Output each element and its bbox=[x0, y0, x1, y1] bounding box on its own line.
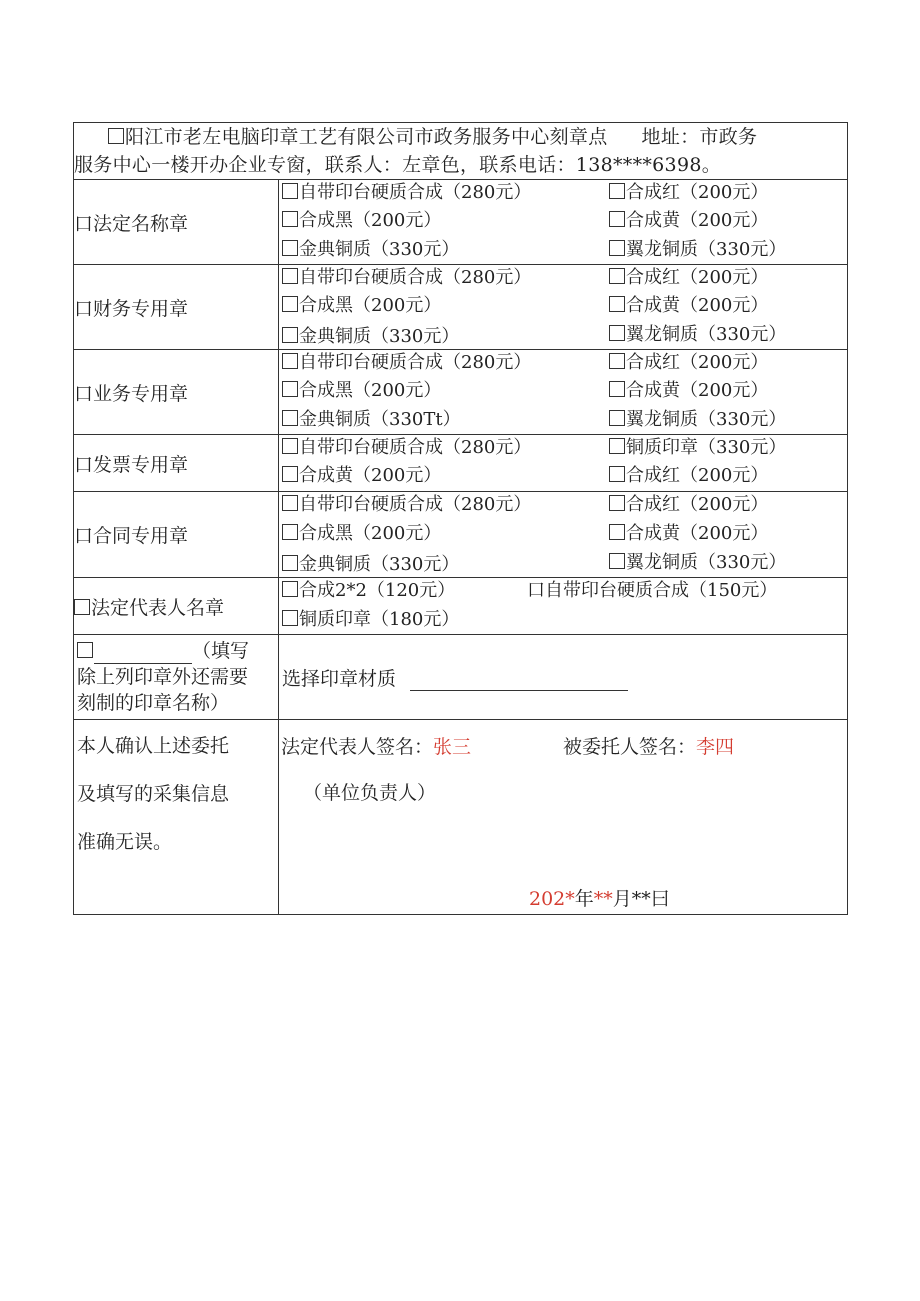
custom-seal-label: （填写 除上列印章外还需要 刻制的印章名称） bbox=[74, 635, 279, 720]
checkbox[interactable] bbox=[282, 410, 298, 426]
options-cell bbox=[279, 435, 848, 492]
option[interactable]: 自带印台硬质合成（280元） bbox=[282, 265, 531, 291]
checkbox[interactable] bbox=[609, 438, 625, 454]
option[interactable]: 铜质印章（180元） bbox=[282, 607, 459, 633]
option[interactable]: 合成黑（200元） bbox=[282, 293, 441, 319]
checkbox[interactable] bbox=[609, 183, 625, 199]
option[interactable]: 合成黄（200元） bbox=[282, 463, 441, 489]
checkbox[interactable] bbox=[282, 581, 298, 597]
checkbox[interactable] bbox=[609, 240, 625, 256]
checkbox[interactable] bbox=[609, 553, 625, 569]
checkbox[interactable] bbox=[609, 296, 625, 312]
checkbox[interactable] bbox=[282, 438, 298, 454]
seal-row-contract bbox=[74, 492, 848, 578]
address-label: 地址：市政务 bbox=[641, 126, 758, 148]
options-cell bbox=[279, 492, 848, 578]
signature-cell bbox=[279, 720, 848, 915]
checkbox[interactable] bbox=[609, 211, 625, 227]
material-label: 选择印章材质 bbox=[282, 667, 397, 690]
checkbox[interactable] bbox=[282, 555, 298, 571]
checkbox[interactable] bbox=[609, 325, 625, 341]
checkbox[interactable] bbox=[609, 495, 625, 511]
material-input[interactable] bbox=[410, 690, 628, 691]
options-cell bbox=[279, 180, 848, 265]
seal-type-label[interactable]: 法定代表人名章 bbox=[74, 578, 279, 635]
header-cell bbox=[74, 123, 848, 180]
checkbox[interactable] bbox=[282, 495, 298, 511]
option[interactable]: 自带印台硬质合成（280元） bbox=[282, 435, 531, 461]
options-cell bbox=[279, 578, 848, 635]
option[interactable]: 翼龙铜质（330元） bbox=[609, 237, 786, 263]
seal-row-legal-name bbox=[74, 180, 848, 265]
material-cell bbox=[279, 635, 848, 720]
options-cell bbox=[279, 350, 848, 435]
option[interactable]: 口自带印台硬质合成（150元） bbox=[527, 580, 778, 601]
option[interactable]: 合成黑（200元） bbox=[282, 521, 441, 547]
checkbox[interactable] bbox=[282, 268, 298, 284]
checkbox[interactable] bbox=[609, 353, 625, 369]
seal-row-finance bbox=[74, 265, 848, 350]
header-row bbox=[74, 123, 848, 180]
seal-row-legal-rep bbox=[74, 578, 848, 635]
checkbox[interactable] bbox=[282, 296, 298, 312]
checkbox[interactable] bbox=[282, 381, 298, 397]
checkbox[interactable] bbox=[282, 353, 298, 369]
agent-signature[interactable]: 被委托人签名：李四 bbox=[563, 736, 735, 758]
seal-row-invoice bbox=[74, 435, 848, 492]
option[interactable]: 合成黑（200元） bbox=[282, 208, 441, 234]
signing-date[interactable]: 202*年**月**曰 bbox=[529, 888, 670, 910]
option[interactable]: 合成红（200元） bbox=[609, 350, 768, 376]
option[interactable]: 自带印台硬质合成（280元） bbox=[282, 180, 531, 206]
custom-seal-row bbox=[74, 635, 848, 720]
option[interactable]: 合成红（200元） bbox=[609, 463, 768, 489]
option[interactable]: 合成黄（200元） bbox=[609, 293, 768, 319]
seal-type-label[interactable]: 口业务专用章 bbox=[74, 350, 279, 435]
checkbox[interactable] bbox=[282, 327, 298, 343]
checkbox[interactable] bbox=[609, 524, 625, 540]
option[interactable]: 合成2*2（120元） bbox=[282, 578, 455, 604]
option[interactable]: 合成黄（200元） bbox=[609, 208, 768, 234]
option[interactable]: 合成红（200元） bbox=[609, 180, 768, 206]
option[interactable]: 金典铜质（330元） bbox=[282, 324, 459, 350]
option[interactable]: 金典铜质（330元） bbox=[282, 552, 459, 578]
option[interactable]: 翼龙铜质（330元） bbox=[609, 322, 786, 348]
option[interactable]: 合成红（200元） bbox=[609, 492, 768, 518]
seal-type-label[interactable]: 口法定名称章 bbox=[74, 180, 279, 265]
checkbox[interactable] bbox=[609, 268, 625, 284]
checkbox[interactable] bbox=[282, 466, 298, 482]
unit-note: （单位负责人） bbox=[303, 782, 437, 804]
option[interactable]: 金典铜质（330Tt） bbox=[282, 407, 461, 433]
option[interactable]: 自带印台硬质合成（280元） bbox=[282, 350, 531, 376]
option[interactable]: 合成黄（200元） bbox=[609, 521, 768, 547]
option[interactable]: 合成红（200元） bbox=[609, 265, 768, 291]
contact-line: 服务中心一楼开办企业专窗，联系人：左章色，联系电话：138****6398。 bbox=[74, 154, 722, 176]
custom-seal-name-input[interactable] bbox=[94, 663, 192, 664]
checkbox[interactable] bbox=[74, 599, 90, 615]
confirmation-statement: 本人确认上述委托 及填写的采集信息 准确无误。 bbox=[74, 720, 279, 915]
checkbox[interactable] bbox=[609, 410, 625, 426]
options-cell bbox=[279, 265, 848, 350]
option[interactable]: 翼龙铜质（330元） bbox=[609, 407, 786, 433]
seal-order-form bbox=[73, 122, 848, 915]
checkbox[interactable] bbox=[609, 466, 625, 482]
checkbox[interactable] bbox=[282, 524, 298, 540]
checkbox[interactable] bbox=[282, 211, 298, 227]
confirmation-row bbox=[74, 720, 848, 915]
option[interactable]: 铜质印章（330元） bbox=[609, 435, 786, 461]
checkbox[interactable] bbox=[282, 610, 298, 626]
checkbox[interactable] bbox=[282, 240, 298, 256]
seal-type-label[interactable]: 口合同专用章 bbox=[74, 492, 279, 578]
option[interactable]: 翼龙铜质（330元） bbox=[609, 550, 786, 576]
checkbox[interactable] bbox=[282, 183, 298, 199]
checkbox[interactable] bbox=[609, 381, 625, 397]
rep-signature[interactable]: 法定代表人签名：张三 bbox=[281, 736, 472, 758]
checkbox[interactable] bbox=[77, 642, 93, 658]
seal-row-business bbox=[74, 350, 848, 435]
seal-type-label[interactable]: 口财务专用章 bbox=[74, 265, 279, 350]
option[interactable]: 自带印台硬质合成（280元） bbox=[282, 492, 531, 518]
company-name: 阳江市老左电脑印章工艺有限公司市政务服务中心刻章点 bbox=[125, 126, 608, 148]
seal-type-label[interactable]: 口发票专用章 bbox=[74, 435, 279, 492]
option[interactable]: 金典铜质（330元） bbox=[282, 237, 459, 263]
option[interactable]: 合成黄（200元） bbox=[609, 378, 768, 404]
option[interactable]: 合成黑（200元） bbox=[282, 378, 441, 404]
header-checkbox[interactable] bbox=[108, 128, 124, 144]
